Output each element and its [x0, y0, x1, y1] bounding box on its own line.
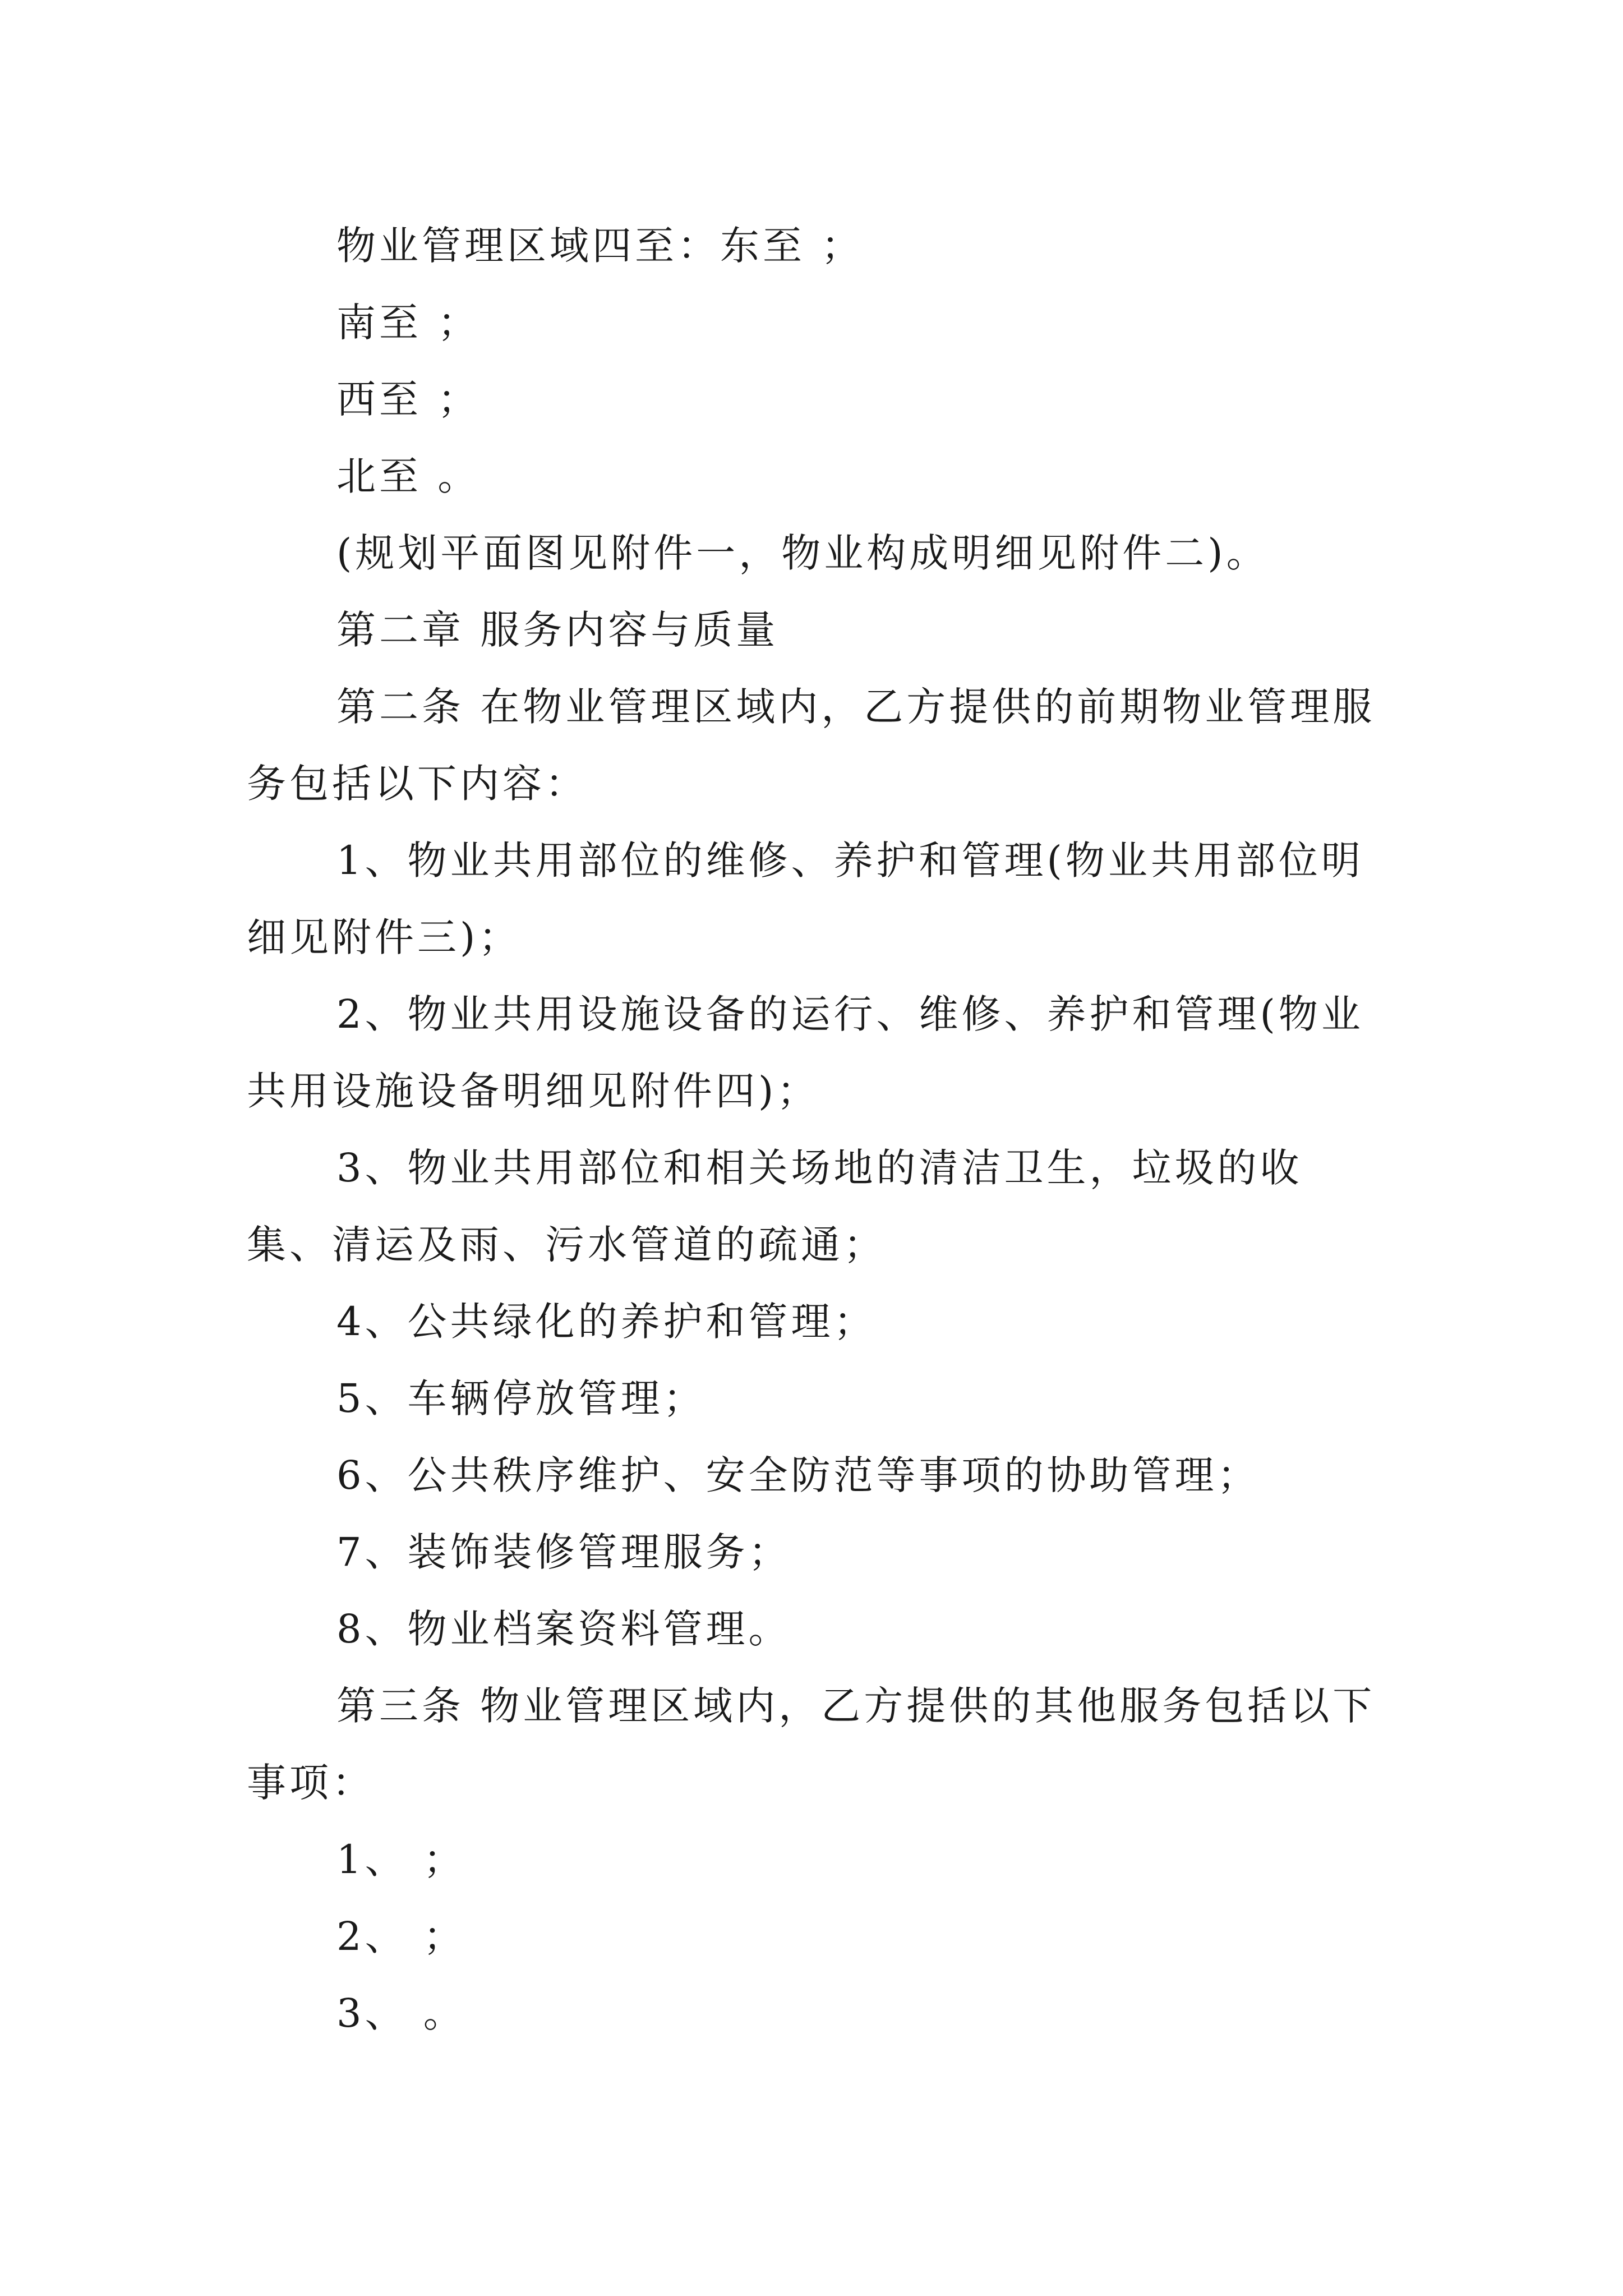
- article-3-item-3: 3、 。: [336, 1990, 466, 2036]
- article-2-item-3: 3、物业共用部位和相关场地的清洁卫生，垃圾的收集、清运及雨、污水管道的疏通；: [247, 1145, 1303, 1268]
- article-3-intro: 第三条 物业管理区域内，乙方提供的其他服务包括以下事项：: [247, 1683, 1376, 1806]
- boundary-north: 北至 。: [336, 453, 481, 499]
- article-2-item-5: 5、车辆停放管理；: [336, 1375, 706, 1421]
- chapter-heading: 第二章 服务内容与质量: [336, 607, 779, 653]
- article-2-item-7: 7、装饰装修管理服务；: [336, 1529, 791, 1575]
- boundary-south: 南至 ；: [336, 300, 481, 346]
- boundary-east: 物业管理区域四至：东至 ；: [336, 223, 864, 269]
- attachment-note: (规划平面图见附件一，物业构成明细见附件二)。: [336, 530, 1269, 576]
- article-2-item-8: 8、物业档案资料管理。: [336, 1606, 791, 1652]
- article-2-item-4: 4、公共绿化的养护和管理；: [336, 1299, 877, 1345]
- article-2-item-1: 1、物业共用部位的维修、养护和管理(物业共用部位明细见附件三)；: [247, 838, 1364, 960]
- article-3-item-1: 1、 ；: [336, 1837, 466, 1883]
- boundary-west: 西至 ；: [336, 376, 481, 422]
- article-2-item-6: 6、公共秩序维护、安全防范等事项的协助管理；: [336, 1452, 1260, 1498]
- article-2-item-2: 2、物业共用设施设备的运行、维修、养护和管理(物业共用设施设备明细见附件四)；: [247, 991, 1364, 1114]
- article-2-intro: 第二条 在物业管理区域内，乙方提供的前期物业管理服务包括以下内容：: [247, 684, 1376, 807]
- article-3-item-2: 2、 ；: [336, 1913, 466, 1959]
- document-body: [247, 208, 1385, 2052]
